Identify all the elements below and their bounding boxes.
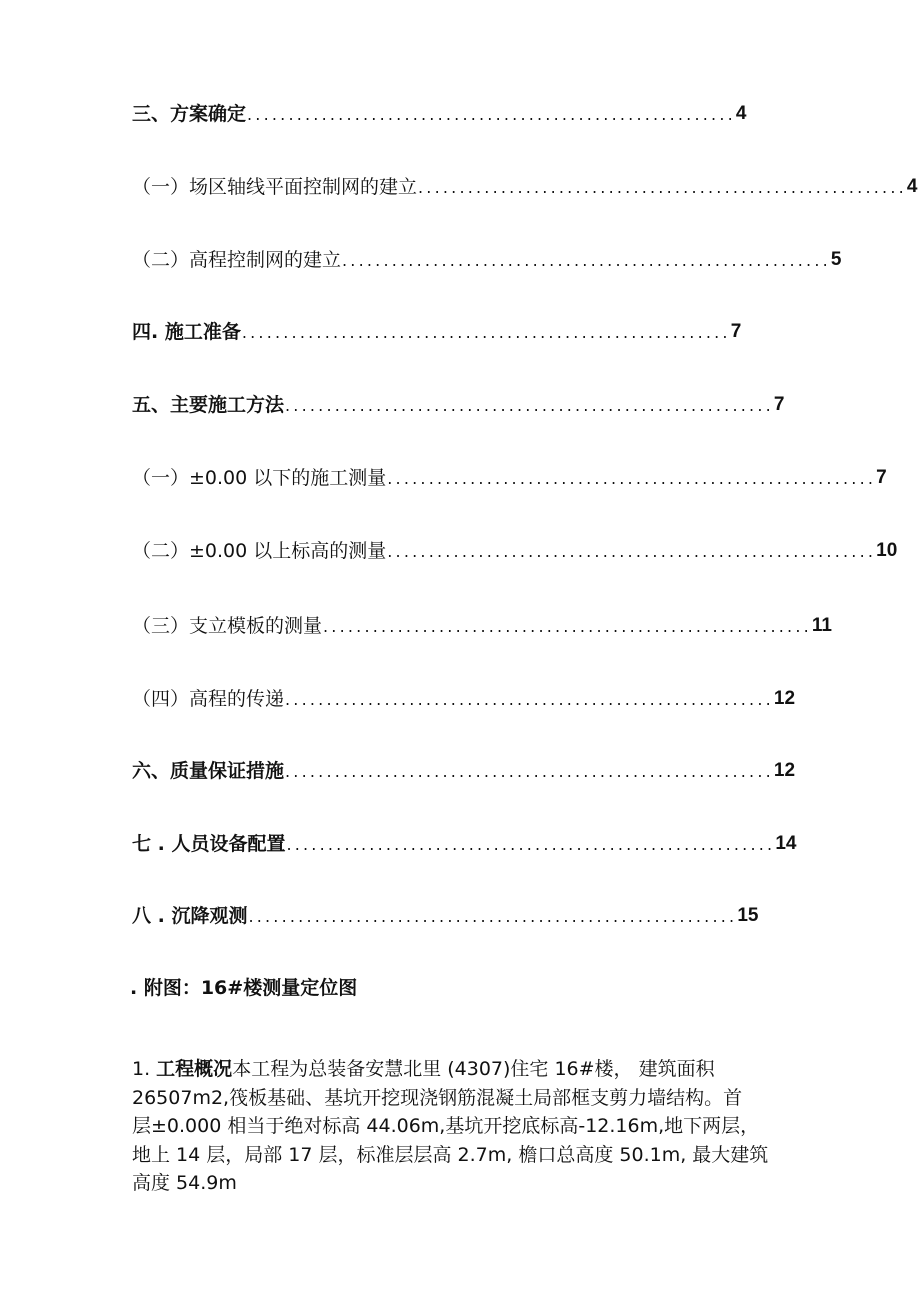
overview-line-3: 层±0.000 相当于绝对标高 44.06m,基坑开挖底标高-12.16m,地下两层， — [132, 1115, 760, 1137]
toc-page-number: 4 — [735, 103, 747, 124]
toc-label: 八 . 沉降观测 — [132, 905, 248, 927]
toc-leader-dots: ........................................................... — [248, 907, 738, 926]
toc-page-number: 7 — [773, 394, 785, 415]
toc-page-number: 11 — [811, 615, 832, 636]
toc-label: （三）支立模板的测量 — [132, 615, 323, 637]
toc-page-number: 7 — [730, 321, 742, 342]
toc-entry-5[interactable] — [132, 392, 785, 418]
toc-page-number: 12 — [773, 760, 796, 781]
appendix-entry[interactable]: . 附图：16#楼测量定位图 — [130, 977, 358, 999]
toc-entry-7[interactable] — [132, 831, 797, 857]
toc-entry-4[interactable] — [132, 319, 742, 345]
toc-label: （四）高程的传递 — [132, 688, 285, 710]
toc-leader-dots: ........................................................... — [285, 396, 774, 415]
toc-label: 六、质量保证措施 — [132, 760, 285, 782]
toc-entry-8[interactable] — [132, 903, 759, 929]
toc-label: （一）±0.00 以下的施工测量 — [132, 467, 387, 489]
overview-line-1 — [132, 1055, 792, 1084]
toc-label: （一）场区轴线平面控制网的建立 — [132, 176, 418, 198]
toc-leader-dots: ........................................................... — [418, 178, 907, 197]
toc-page-number: 15 — [737, 905, 759, 926]
toc-leader-dots: ........................................................... — [342, 251, 831, 270]
toc-leader-dots: ........................................................... — [286, 835, 776, 854]
toc-label: 五、主要施工方法 — [132, 394, 285, 416]
toc-page-number: 14 — [775, 833, 797, 854]
toc-label: 三、方案确定 — [132, 103, 247, 125]
toc-page-number: 4 — [906, 176, 918, 197]
toc-entry-3-1[interactable] — [132, 174, 918, 200]
toc-entry-5-2[interactable] — [132, 538, 898, 564]
toc-leader-dots: ........................................................... — [323, 617, 812, 636]
toc-entry-3[interactable] — [132, 101, 747, 127]
toc-page-number: 12 — [773, 688, 796, 709]
toc-entry-5-1[interactable] — [132, 465, 887, 491]
section-heading: 工程概况 — [156, 1058, 233, 1080]
project-overview-paragraph — [132, 1055, 792, 1198]
toc-entry-6[interactable] — [132, 758, 796, 784]
toc-page-number: 7 — [876, 467, 887, 488]
toc-entry-3-2[interactable] — [132, 247, 842, 273]
toc-label: 四. 施工准备 — [132, 321, 241, 343]
toc-leader-dots: ........................................................... — [247, 105, 736, 124]
toc-entry-5-4[interactable] — [132, 686, 796, 712]
toc-label: 七 . 人员设备配置 — [132, 833, 286, 855]
toc-leader-dots: ........................................................... — [387, 469, 877, 488]
overview-line-2: 26507m2,筏板基础、基坑开挖现浇钢筋混凝土局部框支剪力墙结构。首 — [132, 1086, 743, 1109]
toc-label: （二）±0.00 以上标高的测量 — [132, 540, 387, 562]
toc-leader-dots: ........................................................... — [285, 762, 774, 781]
overview-text: 本工程为总装备安慧北里 (4307)住宅 16#楼， 建筑面积 — [232, 1058, 715, 1080]
toc-page-number: 10 — [876, 540, 898, 561]
overview-line-5: 高度 54.9m — [132, 1172, 237, 1194]
overview-line-4: 地上 14 层，局部 17 层，标准层层高 2.7m, 檐口总高度 50.1m, 最大建筑 — [132, 1143, 769, 1166]
toc-leader-dots: ........................................................... — [241, 323, 731, 342]
section-number: 1. — [132, 1058, 157, 1080]
toc-leader-dots: ........................................................... — [387, 542, 877, 561]
toc-page-number: 5 — [830, 249, 842, 270]
toc-leader-dots: ........................................................... — [285, 690, 774, 709]
toc-label: （二）高程控制网的建立 — [132, 249, 342, 271]
toc-entry-5-3[interactable] — [132, 613, 832, 639]
